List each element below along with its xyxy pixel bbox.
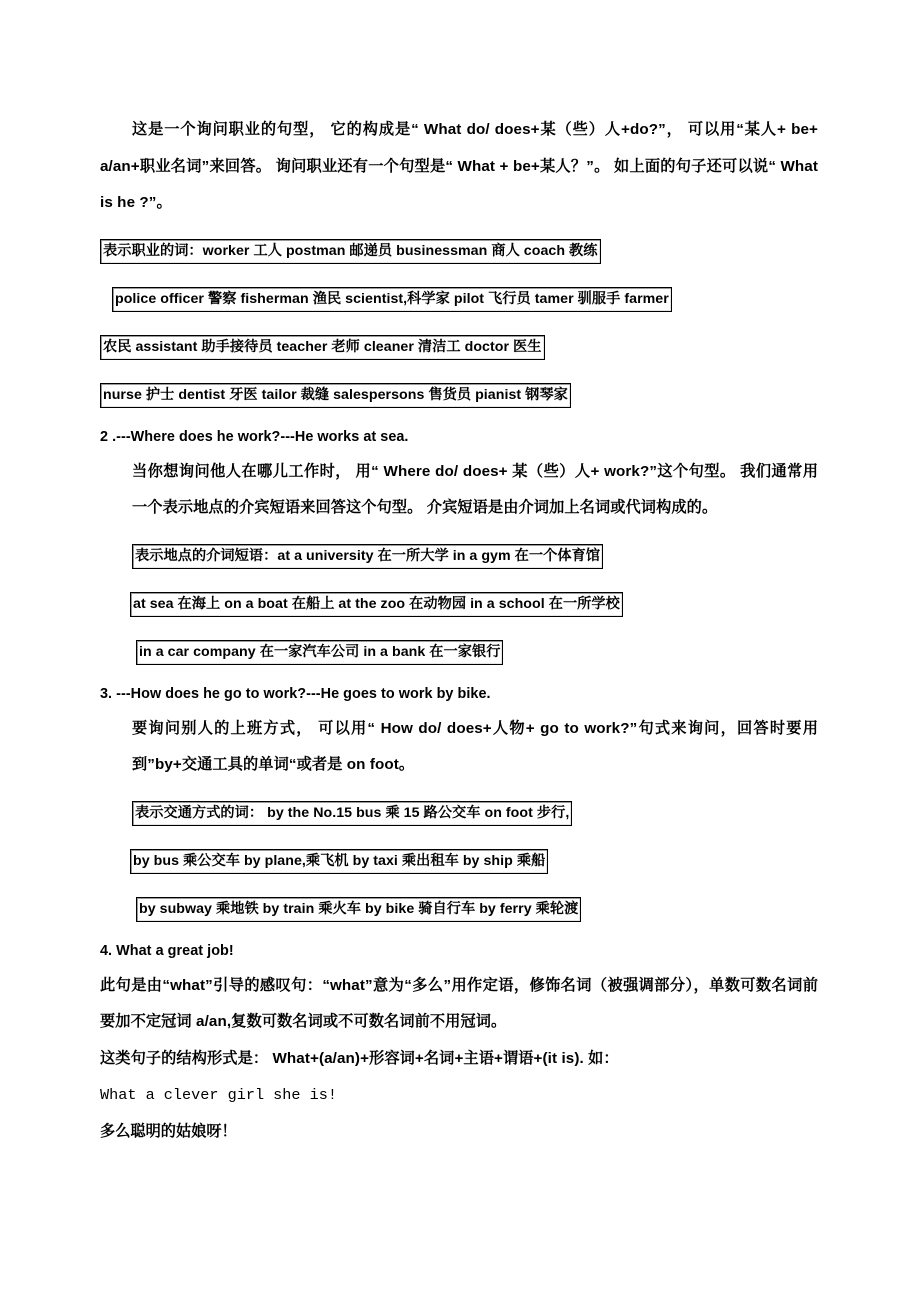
place-phrase-box-3: in a car company 在一家汽车公司 in a bank 在一家银行 <box>136 640 503 665</box>
section3-explanation: 要询问别人的上班方式， 可以用“ How do/ does+人物+ go to work?”句式来询问，回答时要用到”by+交通工具的单词“或者是 on foot。 <box>132 719 818 773</box>
section4-paragraph-1: 此句是由“what”引导的感叹句：“what”意为“多么”用作定语，修饰名词（被强调部分），单数可数名词前要加不定冠词 a/an,复数可数名词或不可数名词前不用冠词。 <box>100 976 818 1030</box>
section4-example-chinese: 多么聪明的姑娘呀！ <box>100 1122 237 1140</box>
transport-phrase-box-1: 表示交通方式的词： by the No.15 bus 乘 15 路公交车 on foot 步行, <box>132 801 572 826</box>
transport-phrase-box-3: by subway 乘地铁 by train 乘火车 by bike 骑自行车 by ferry 乘轮渡 <box>136 897 581 922</box>
vocab-box-row <box>100 276 818 324</box>
section1-explanation: 这是一个询问职业的句型， 它的构成是“ What do/ does+某（些）人+do?”， 可以用“某人+ be+ a/an+职业名词”来回答。 询问职业还有一个句型是“ What + be+某人？”。 如上面的句子还可以说“ What is he ?”。 <box>100 121 818 211</box>
place-phrase-box-1: 表示地点的介词短语：at a university 在一所大学 in a gym 在一个体育馆 <box>132 544 603 569</box>
vocab-box-row <box>100 629 818 677</box>
section2-heading: 2 .---Where does he work?---He works at sea. <box>100 428 409 445</box>
occupation-vocab-box-2: police officer 警察 fisherman 渔民 scientist,科学家 pilot 飞行员 tamer 驯服手 farmer <box>112 287 672 312</box>
transport-phrase-box-2: by bus 乘公交车 by plane,乘飞机 by taxi 乘出租车 by ship 乘船 <box>130 849 548 874</box>
vocab-box-row <box>100 533 818 581</box>
vocab-box-row <box>100 324 818 372</box>
occupation-vocab-box-1: 表示职业的词：worker 工人 postman 邮递员 businessman 商人 coach 教练 <box>100 239 601 264</box>
section4-example-english: What a clever girl she is! <box>100 1086 337 1104</box>
vocab-box-row <box>100 790 818 838</box>
vocab-box-row <box>100 886 818 934</box>
occupation-vocab-box-3: 农民 assistant 助手接待员 teacher 老师 cleaner 清洁工 doctor 医生 <box>100 335 545 360</box>
occupation-vocab-box-4: nurse 护士 dentist 牙医 tailor 裁缝 salespersons 售货员 pianist 钢琴家 <box>100 383 571 408</box>
section3-heading: 3. ---How does he go to work?---He goes to work by bike. <box>100 685 491 702</box>
section4-paragraph-2: 这类句子的结构形式是： What+(a/an)+形容词+名词+主语+谓语+(it is). 如： <box>100 1049 619 1067</box>
place-phrase-box-2: at sea 在海上 on a boat 在船上 at the zoo 在动物园 in a school 在一所学校 <box>130 592 623 617</box>
section4-heading: 4. What a great job! <box>100 942 234 959</box>
vocab-box-row <box>100 581 818 629</box>
document-content <box>100 112 818 1150</box>
vocab-box-row <box>100 372 818 420</box>
section2-explanation: 当你想询问他人在哪儿工作时， 用“ Where do/ does+ 某（些）人+ work?”这个句型。 我们通常用一个表示地点的介宾短语来回答这个句型。 介宾短语是由介词加上名词或代词构成的。 <box>132 462 818 516</box>
vocab-box-row <box>100 838 818 886</box>
vocab-box-row <box>100 228 818 276</box>
